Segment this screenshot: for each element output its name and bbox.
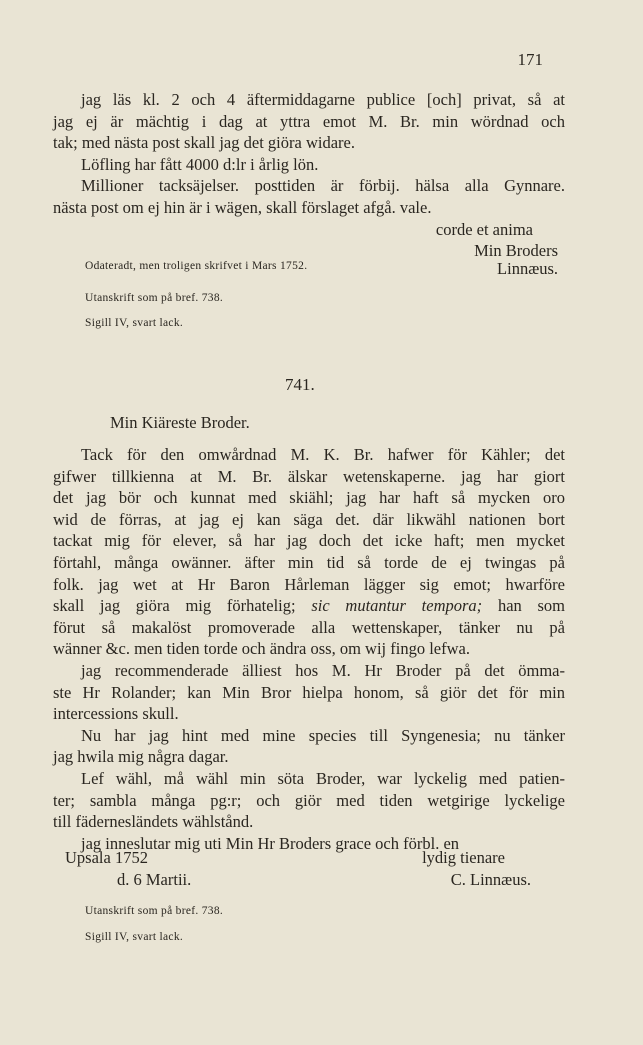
- page-number: 171: [517, 50, 543, 69]
- text-line: Löfling har fått 4000 d:lr i årlig lön.: [81, 154, 319, 174]
- letter-number: 741.: [285, 375, 315, 394]
- text-line: tak; med nästa post skall jag det giöra widare.: [53, 133, 355, 153]
- envelope-note: Utanskrift som på bref. 738.: [85, 292, 224, 304]
- letter-body: [53, 444, 565, 854]
- text-line: intercessions skull.: [53, 704, 179, 724]
- text-line: förtahl, många owänner. äfter min tid så torde de ej twingas på: [53, 552, 565, 572]
- text-line: ste Hr Rolander; kan Min Bror hielpa honom, så giör det för min: [53, 682, 565, 702]
- place-line: Upsala 1752: [65, 848, 148, 867]
- previous-letter-text: [53, 89, 565, 219]
- closing-phrase: Min Broders: [474, 241, 558, 260]
- signature: Linnæus.: [497, 259, 558, 278]
- text-segment: han som: [497, 596, 566, 616]
- text-line: wänner &c. men tiden torde och ändra oss, om wij fingo lefwa.: [53, 639, 470, 659]
- envelope-note: Utanskrift som på bref. 738.: [85, 905, 224, 917]
- text-line: [53, 595, 565, 617]
- text-line: jag inneslutar mig uti Min Hr Broders grace och förbl. en: [81, 833, 460, 853]
- text-line: till fädernesländets wählstånd.: [53, 812, 254, 832]
- text-line: det jag bör och kunnat med skiähl; jag har haft så mycken oro: [53, 488, 565, 508]
- text-line: wid de förras, at jag ej kan säga det. där likwähl nationen bort: [53, 509, 565, 529]
- text-line: Lef wähl, må wähl min söta Broder, war lyckelig med patien-: [81, 768, 565, 788]
- salutation: Min Kiäreste Broder.: [110, 413, 250, 432]
- text-line: tackat mig för elever, så har jag doch det icke haft; men mycket: [53, 531, 565, 551]
- text-line: ter; sambla många pg:r; och giör med tiden wetgirige lyckelige: [53, 790, 565, 810]
- date-line: d. 6 Martii.: [117, 870, 192, 889]
- text-line: nästa post om ej hin är i wägen, skall förslaget afgå. vale.: [53, 197, 432, 217]
- seal-note: Sigill IV, svart lack.: [85, 317, 184, 329]
- text-line: jag ej är mächtig i dag at yttra emot M. Br. min wördnad och: [53, 111, 565, 131]
- closing-phrase: corde et anima: [435, 220, 533, 239]
- text-line: förut så makalöst promoverade alla wettenskaper, tänker nu på: [53, 617, 565, 637]
- text-segment: skall jag giöra mig förhatelig;: [53, 596, 296, 616]
- text-line: gifwer tillkienna at M. Br. älskar wetenskaperne. jag har giort: [53, 466, 565, 486]
- seal-note: Sigill IV, svart lack.: [85, 931, 184, 943]
- text-line: jag läs kl. 2 och 4 äftermiddagarne publice [och] privat, så at: [81, 90, 565, 109]
- text-line: jag hwila mig några dagar.: [53, 747, 229, 767]
- text-line: folk. jag wet at Hr Baron Hårleman lägger sig emot; hwarföre: [53, 574, 565, 594]
- text-line: Millioner tacksäjelser. posttiden är förbij. hälsa alla Gynnare.: [81, 176, 565, 196]
- date-note: Odateradt, men troligen skrifvet i Mars 1752.: [85, 260, 308, 272]
- closing-phrase: lydig tienare: [422, 848, 505, 867]
- signature: C. Linnæus.: [450, 870, 531, 889]
- text-line: jag recommenderade älliest hos M. Hr Broder på det ömma-: [81, 660, 565, 680]
- text-line: Nu har jag hint med mine species till Syngenesia; nu tänker: [81, 725, 565, 745]
- latin-phrase: sic mutantur tempora;: [311, 596, 483, 616]
- text-line: Tack för den omwårdnad M. K. Br. hafwer för Kähler; det: [81, 445, 565, 464]
